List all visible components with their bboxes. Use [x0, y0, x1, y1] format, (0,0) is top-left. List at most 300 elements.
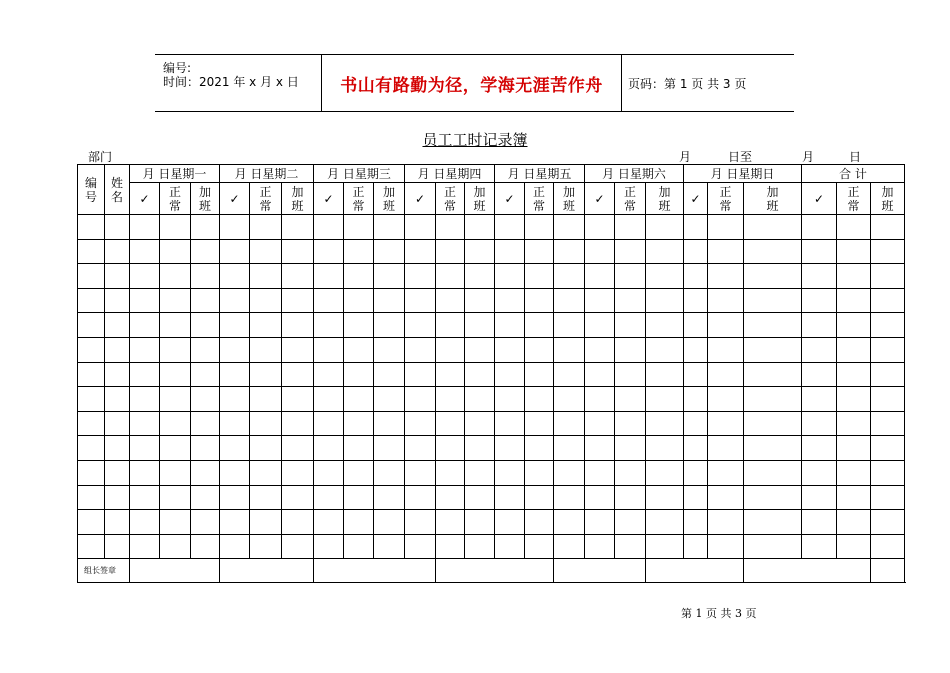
entry-cell[interactable]: [78, 215, 105, 240]
entry-cell[interactable]: [191, 485, 220, 510]
entry-cell[interactable]: [191, 510, 220, 535]
entry-cell[interactable]: [525, 436, 554, 461]
entry-cell[interactable]: [105, 264, 130, 289]
entry-cell[interactable]: [105, 510, 130, 535]
entry-cell[interactable]: [78, 313, 105, 338]
entry-cell[interactable]: [585, 460, 615, 485]
entry-cell[interactable]: [871, 460, 905, 485]
entry-cell[interactable]: [802, 362, 837, 387]
entry-cell[interactable]: [615, 485, 646, 510]
entry-cell[interactable]: [646, 387, 684, 412]
entry-cell[interactable]: [436, 436, 465, 461]
entry-cell[interactable]: [871, 362, 905, 387]
entry-cell[interactable]: [436, 313, 465, 338]
entry-cell[interactable]: [684, 215, 708, 240]
entry-cell[interactable]: [250, 215, 282, 240]
entry-cell[interactable]: [105, 239, 130, 264]
entry-cell[interactable]: [585, 485, 615, 510]
entry-cell[interactable]: [160, 411, 191, 436]
entry-cell[interactable]: [708, 264, 744, 289]
entry-cell[interactable]: [615, 460, 646, 485]
entry-cell[interactable]: [802, 460, 837, 485]
entry-cell[interactable]: [250, 436, 282, 461]
entry-cell[interactable]: [495, 534, 525, 559]
entry-cell[interactable]: [465, 387, 495, 412]
entry-cell[interactable]: [585, 411, 615, 436]
entry-cell[interactable]: [314, 534, 344, 559]
entry-cell[interactable]: [554, 215, 585, 240]
entry-cell[interactable]: [802, 337, 837, 362]
entry-cell[interactable]: [78, 485, 105, 510]
entry-cell[interactable]: [684, 411, 708, 436]
entry-cell[interactable]: [744, 239, 802, 264]
entry-cell[interactable]: [250, 387, 282, 412]
entry-cell[interactable]: [160, 485, 191, 510]
entry-cell[interactable]: [78, 436, 105, 461]
entry-cell[interactable]: [405, 362, 436, 387]
entry-cell[interactable]: [615, 337, 646, 362]
entry-cell[interactable]: [436, 288, 465, 313]
entry-cell[interactable]: [220, 411, 250, 436]
entry-cell[interactable]: [684, 510, 708, 535]
entry-cell[interactable]: [130, 215, 160, 240]
entry-cell[interactable]: [646, 239, 684, 264]
entry-cell[interactable]: [525, 264, 554, 289]
entry-cell[interactable]: [708, 362, 744, 387]
entry-cell[interactable]: [646, 313, 684, 338]
entry-cell[interactable]: [220, 362, 250, 387]
entry-cell[interactable]: [585, 510, 615, 535]
entry-cell[interactable]: [374, 362, 405, 387]
entry-cell[interactable]: [837, 436, 871, 461]
entry-cell[interactable]: [744, 313, 802, 338]
entry-cell[interactable]: [374, 313, 405, 338]
entry-cell[interactable]: [871, 436, 905, 461]
entry-cell[interactable]: [405, 313, 436, 338]
entry-cell[interactable]: [314, 288, 344, 313]
entry-cell[interactable]: [405, 215, 436, 240]
entry-cell[interactable]: [105, 337, 130, 362]
entry-cell[interactable]: [495, 288, 525, 313]
entry-cell[interactable]: [344, 264, 374, 289]
entry-cell[interactable]: [344, 510, 374, 535]
entry-cell[interactable]: [220, 337, 250, 362]
entry-cell[interactable]: [744, 411, 802, 436]
entry-cell[interactable]: [525, 534, 554, 559]
entry-cell[interactable]: [130, 387, 160, 412]
entry-cell[interactable]: [802, 485, 837, 510]
entry-cell[interactable]: [344, 534, 374, 559]
entry-cell[interactable]: [130, 534, 160, 559]
entry-cell[interactable]: [708, 387, 744, 412]
entry-cell[interactable]: [684, 239, 708, 264]
entry-cell[interactable]: [250, 264, 282, 289]
entry-cell[interactable]: [837, 411, 871, 436]
entry-cell[interactable]: [802, 436, 837, 461]
entry-cell[interactable]: [554, 313, 585, 338]
entry-cell[interactable]: [191, 460, 220, 485]
entry-cell[interactable]: [554, 387, 585, 412]
entry-cell[interactable]: [191, 313, 220, 338]
entry-cell[interactable]: [105, 485, 130, 510]
entry-cell[interactable]: [250, 510, 282, 535]
entry-cell[interactable]: [220, 510, 250, 535]
entry-cell[interactable]: [525, 288, 554, 313]
entry-cell[interactable]: [744, 510, 802, 535]
entry-cell[interactable]: [465, 215, 495, 240]
entry-cell[interactable]: [837, 288, 871, 313]
entry-cell[interactable]: [615, 411, 646, 436]
entry-cell[interactable]: [282, 264, 314, 289]
entry-cell[interactable]: [554, 510, 585, 535]
entry-cell[interactable]: [837, 510, 871, 535]
entry-cell[interactable]: [282, 337, 314, 362]
entry-cell[interactable]: [191, 387, 220, 412]
entry-cell[interactable]: [374, 510, 405, 535]
entry-cell[interactable]: [78, 534, 105, 559]
entry-cell[interactable]: [465, 337, 495, 362]
entry-cell[interactable]: [282, 510, 314, 535]
entry-cell[interactable]: [78, 288, 105, 313]
entry-cell[interactable]: [105, 313, 130, 338]
entry-cell[interactable]: [554, 436, 585, 461]
entry-cell[interactable]: [314, 362, 344, 387]
entry-cell[interactable]: [871, 534, 905, 559]
entry-cell[interactable]: [525, 510, 554, 535]
entry-cell[interactable]: [436, 362, 465, 387]
entry-cell[interactable]: [646, 460, 684, 485]
entry-cell[interactable]: [585, 387, 615, 412]
entry-cell[interactable]: [160, 387, 191, 412]
entry-cell[interactable]: [130, 436, 160, 461]
entry-cell[interactable]: [105, 411, 130, 436]
entry-cell[interactable]: [160, 362, 191, 387]
entry-cell[interactable]: [405, 387, 436, 412]
entry-cell[interactable]: [160, 264, 191, 289]
entry-cell[interactable]: [495, 510, 525, 535]
entry-cell[interactable]: [465, 239, 495, 264]
entry-cell[interactable]: [837, 264, 871, 289]
entry-cell[interactable]: [615, 313, 646, 338]
entry-cell[interactable]: [684, 337, 708, 362]
entry-cell[interactable]: [314, 264, 344, 289]
entry-cell[interactable]: [465, 436, 495, 461]
entry-cell[interactable]: [615, 436, 646, 461]
entry-cell[interactable]: [405, 510, 436, 535]
entry-cell[interactable]: [802, 288, 837, 313]
entry-cell[interactable]: [871, 387, 905, 412]
entry-cell[interactable]: [615, 387, 646, 412]
entry-cell[interactable]: [374, 239, 405, 264]
entry-cell[interactable]: [220, 215, 250, 240]
entry-cell[interactable]: [282, 436, 314, 461]
entry-cell[interactable]: [374, 460, 405, 485]
entry-cell[interactable]: [495, 411, 525, 436]
entry-cell[interactable]: [744, 534, 802, 559]
entry-cell[interactable]: [78, 411, 105, 436]
entry-cell[interactable]: [525, 313, 554, 338]
entry-cell[interactable]: [744, 362, 802, 387]
signature-cell[interactable]: [871, 559, 905, 583]
entry-cell[interactable]: [646, 485, 684, 510]
entry-cell[interactable]: [615, 510, 646, 535]
entry-cell[interactable]: [615, 264, 646, 289]
entry-cell[interactable]: [465, 313, 495, 338]
entry-cell[interactable]: [802, 534, 837, 559]
entry-cell[interactable]: [465, 288, 495, 313]
entry-cell[interactable]: [871, 485, 905, 510]
entry-cell[interactable]: [405, 534, 436, 559]
entry-cell[interactable]: [250, 288, 282, 313]
entry-cell[interactable]: [684, 485, 708, 510]
entry-cell[interactable]: [344, 460, 374, 485]
entry-cell[interactable]: [525, 485, 554, 510]
entry-cell[interactable]: [646, 264, 684, 289]
entry-cell[interactable]: [684, 362, 708, 387]
entry-cell[interactable]: [708, 288, 744, 313]
entry-cell[interactable]: [744, 387, 802, 412]
entry-cell[interactable]: [160, 436, 191, 461]
entry-cell[interactable]: [314, 387, 344, 412]
entry-cell[interactable]: [554, 485, 585, 510]
entry-cell[interactable]: [405, 436, 436, 461]
entry-cell[interactable]: [191, 239, 220, 264]
entry-cell[interactable]: [220, 387, 250, 412]
entry-cell[interactable]: [374, 534, 405, 559]
entry-cell[interactable]: [130, 411, 160, 436]
entry-cell[interactable]: [871, 313, 905, 338]
entry-cell[interactable]: [220, 313, 250, 338]
entry-cell[interactable]: [495, 460, 525, 485]
entry-cell[interactable]: [130, 288, 160, 313]
entry-cell[interactable]: [130, 362, 160, 387]
entry-cell[interactable]: [250, 239, 282, 264]
entry-cell[interactable]: [744, 460, 802, 485]
entry-cell[interactable]: [744, 215, 802, 240]
entry-cell[interactable]: [802, 264, 837, 289]
entry-cell[interactable]: [250, 485, 282, 510]
entry-cell[interactable]: [160, 239, 191, 264]
signature-cell[interactable]: [554, 559, 646, 583]
entry-cell[interactable]: [374, 215, 405, 240]
entry-cell[interactable]: [374, 264, 405, 289]
entry-cell[interactable]: [105, 387, 130, 412]
entry-cell[interactable]: [708, 313, 744, 338]
entry-cell[interactable]: [344, 387, 374, 412]
entry-cell[interactable]: [554, 534, 585, 559]
entry-cell[interactable]: [744, 436, 802, 461]
entry-cell[interactable]: [436, 337, 465, 362]
entry-cell[interactable]: [220, 460, 250, 485]
entry-cell[interactable]: [314, 485, 344, 510]
signature-cell[interactable]: [744, 559, 871, 583]
entry-cell[interactable]: [314, 411, 344, 436]
entry-cell[interactable]: [871, 239, 905, 264]
entry-cell[interactable]: [802, 387, 837, 412]
entry-cell[interactable]: [495, 387, 525, 412]
entry-cell[interactable]: [78, 460, 105, 485]
entry-cell[interactable]: [220, 239, 250, 264]
entry-cell[interactable]: [871, 411, 905, 436]
entry-cell[interactable]: [837, 460, 871, 485]
entry-cell[interactable]: [191, 436, 220, 461]
entry-cell[interactable]: [374, 288, 405, 313]
entry-cell[interactable]: [744, 288, 802, 313]
entry-cell[interactable]: [495, 362, 525, 387]
entry-cell[interactable]: [282, 313, 314, 338]
entry-cell[interactable]: [436, 387, 465, 412]
entry-cell[interactable]: [160, 215, 191, 240]
entry-cell[interactable]: [744, 337, 802, 362]
entry-cell[interactable]: [374, 337, 405, 362]
entry-cell[interactable]: [646, 215, 684, 240]
entry-cell[interactable]: [646, 510, 684, 535]
entry-cell[interactable]: [615, 239, 646, 264]
entry-cell[interactable]: [191, 264, 220, 289]
entry-cell[interactable]: [130, 264, 160, 289]
entry-cell[interactable]: [837, 239, 871, 264]
entry-cell[interactable]: [615, 362, 646, 387]
signature-cell[interactable]: [646, 559, 744, 583]
entry-cell[interactable]: [525, 215, 554, 240]
entry-cell[interactable]: [160, 288, 191, 313]
entry-cell[interactable]: [314, 460, 344, 485]
entry-cell[interactable]: [436, 510, 465, 535]
entry-cell[interactable]: [871, 288, 905, 313]
entry-cell[interactable]: [802, 510, 837, 535]
entry-cell[interactable]: [684, 534, 708, 559]
entry-cell[interactable]: [374, 485, 405, 510]
entry-cell[interactable]: [708, 239, 744, 264]
entry-cell[interactable]: [160, 534, 191, 559]
entry-cell[interactable]: [525, 362, 554, 387]
entry-cell[interactable]: [105, 436, 130, 461]
entry-cell[interactable]: [465, 460, 495, 485]
entry-cell[interactable]: [105, 288, 130, 313]
entry-cell[interactable]: [191, 411, 220, 436]
entry-cell[interactable]: [160, 313, 191, 338]
entry-cell[interactable]: [160, 337, 191, 362]
entry-cell[interactable]: [465, 534, 495, 559]
entry-cell[interactable]: [871, 337, 905, 362]
entry-cell[interactable]: [684, 313, 708, 338]
entry-cell[interactable]: [78, 387, 105, 412]
entry-cell[interactable]: [130, 460, 160, 485]
entry-cell[interactable]: [554, 264, 585, 289]
entry-cell[interactable]: [802, 215, 837, 240]
entry-cell[interactable]: [220, 436, 250, 461]
entry-cell[interactable]: [282, 485, 314, 510]
entry-cell[interactable]: [744, 264, 802, 289]
entry-cell[interactable]: [525, 337, 554, 362]
entry-cell[interactable]: [436, 460, 465, 485]
entry-cell[interactable]: [495, 239, 525, 264]
entry-cell[interactable]: [871, 510, 905, 535]
entry-cell[interactable]: [344, 485, 374, 510]
entry-cell[interactable]: [585, 436, 615, 461]
entry-cell[interactable]: [250, 460, 282, 485]
entry-cell[interactable]: [282, 288, 314, 313]
entry-cell[interactable]: [105, 460, 130, 485]
entry-cell[interactable]: [282, 215, 314, 240]
entry-cell[interactable]: [282, 239, 314, 264]
entry-cell[interactable]: [78, 362, 105, 387]
entry-cell[interactable]: [465, 485, 495, 510]
entry-cell[interactable]: [191, 362, 220, 387]
entry-cell[interactable]: [436, 264, 465, 289]
entry-cell[interactable]: [344, 411, 374, 436]
entry-cell[interactable]: [871, 215, 905, 240]
signature-cell[interactable]: [436, 559, 554, 583]
entry-cell[interactable]: [374, 436, 405, 461]
entry-cell[interactable]: [436, 239, 465, 264]
entry-cell[interactable]: [495, 313, 525, 338]
entry-cell[interactable]: [708, 460, 744, 485]
entry-cell[interactable]: [684, 436, 708, 461]
signature-cell[interactable]: [314, 559, 436, 583]
entry-cell[interactable]: [585, 239, 615, 264]
entry-cell[interactable]: [344, 239, 374, 264]
entry-cell[interactable]: [646, 534, 684, 559]
entry-cell[interactable]: [220, 288, 250, 313]
entry-cell[interactable]: [495, 485, 525, 510]
entry-cell[interactable]: [282, 387, 314, 412]
entry-cell[interactable]: [465, 264, 495, 289]
entry-cell[interactable]: [585, 362, 615, 387]
entry-cell[interactable]: [374, 411, 405, 436]
entry-cell[interactable]: [585, 264, 615, 289]
entry-cell[interactable]: [282, 362, 314, 387]
entry-cell[interactable]: [802, 411, 837, 436]
entry-cell[interactable]: [585, 534, 615, 559]
entry-cell[interactable]: [554, 337, 585, 362]
entry-cell[interactable]: [220, 534, 250, 559]
entry-cell[interactable]: [344, 313, 374, 338]
entry-cell[interactable]: [465, 411, 495, 436]
entry-cell[interactable]: [585, 215, 615, 240]
entry-cell[interactable]: [105, 215, 130, 240]
entry-cell[interactable]: [314, 337, 344, 362]
entry-cell[interactable]: [436, 215, 465, 240]
entry-cell[interactable]: [344, 288, 374, 313]
entry-cell[interactable]: [282, 411, 314, 436]
entry-cell[interactable]: [78, 510, 105, 535]
entry-cell[interactable]: [684, 460, 708, 485]
entry-cell[interactable]: [837, 362, 871, 387]
entry-cell[interactable]: [405, 460, 436, 485]
entry-cell[interactable]: [837, 534, 871, 559]
entry-cell[interactable]: [436, 411, 465, 436]
entry-cell[interactable]: [646, 411, 684, 436]
entry-cell[interactable]: [554, 460, 585, 485]
entry-cell[interactable]: [191, 534, 220, 559]
entry-cell[interactable]: [554, 362, 585, 387]
entry-cell[interactable]: [525, 387, 554, 412]
entry-cell[interactable]: [344, 337, 374, 362]
entry-cell[interactable]: [684, 288, 708, 313]
entry-cell[interactable]: [708, 411, 744, 436]
entry-cell[interactable]: [646, 337, 684, 362]
entry-cell[interactable]: [282, 460, 314, 485]
signature-cell[interactable]: [220, 559, 314, 583]
entry-cell[interactable]: [191, 288, 220, 313]
entry-cell[interactable]: [585, 337, 615, 362]
entry-cell[interactable]: [405, 239, 436, 264]
entry-cell[interactable]: [314, 313, 344, 338]
entry-cell[interactable]: [130, 337, 160, 362]
entry-cell[interactable]: [344, 362, 374, 387]
entry-cell[interactable]: [314, 239, 344, 264]
